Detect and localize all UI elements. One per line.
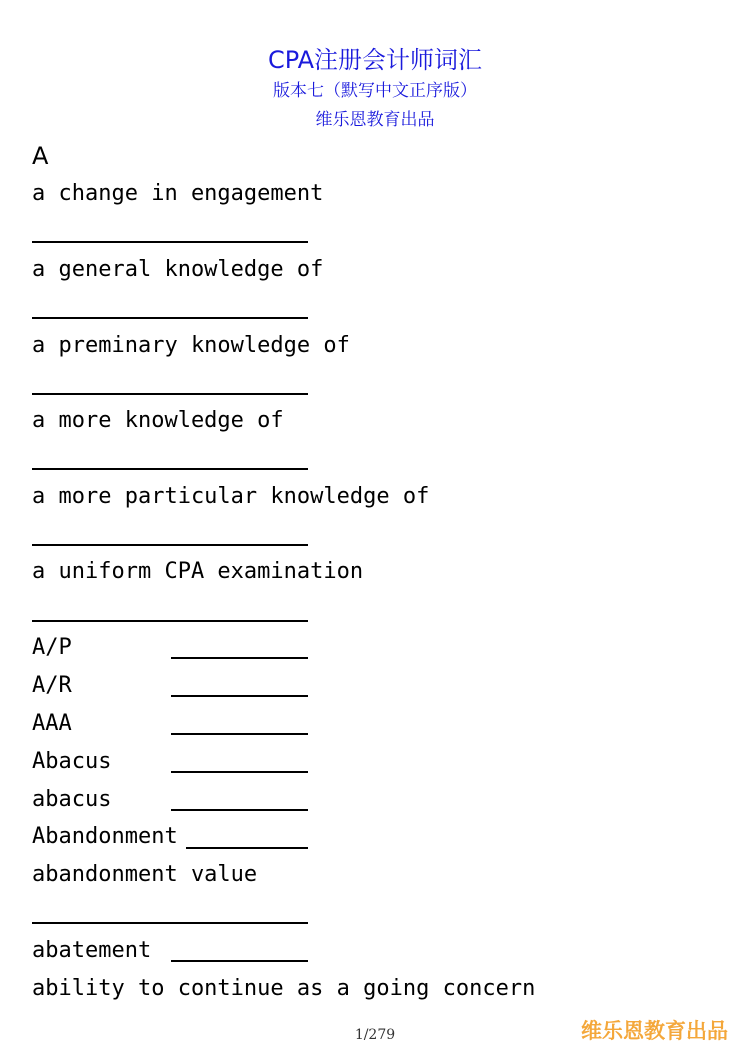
vocab-term: abacus <box>32 787 112 812</box>
answer-blank[interactable] <box>32 468 308 470</box>
document-subtitle: 版本七（默写中文正序版） <box>273 81 477 101</box>
answer-blank[interactable] <box>171 960 308 962</box>
vocab-term: Abandonment <box>32 824 178 849</box>
vocab-term: a general knowledge of <box>32 257 324 282</box>
document-publisher: 维乐恩教育出品 <box>315 110 435 130</box>
vocab-term: abandonment value <box>32 862 258 887</box>
answer-blank[interactable] <box>32 241 308 243</box>
answer-blank[interactable] <box>32 620 308 622</box>
answer-blank[interactable] <box>171 657 308 659</box>
answer-blank[interactable] <box>32 544 308 546</box>
page-number: 1/279 <box>354 1027 396 1043</box>
vocab-term: a more knowledge of <box>32 408 284 433</box>
vocab-term: abatement <box>32 938 152 963</box>
publisher-watermark: 维乐恩教育出品 <box>581 1019 728 1043</box>
answer-blank[interactable] <box>171 771 308 773</box>
answer-blank[interactable] <box>32 922 308 924</box>
answer-blank[interactable] <box>32 317 308 319</box>
answer-blank[interactable] <box>171 733 308 735</box>
answer-blank[interactable] <box>186 847 308 849</box>
vocab-term: a more particular knowledge of <box>32 484 430 509</box>
vocab-term: A/P <box>32 635 72 660</box>
vocab-term: a uniform CPA examination <box>32 559 364 584</box>
answer-blank[interactable] <box>171 809 308 811</box>
vocab-term: a preminary knowledge of <box>32 333 350 358</box>
answer-blank[interactable] <box>32 393 308 395</box>
section-letter: A <box>32 142 49 170</box>
vocab-term: Abacus <box>32 749 112 774</box>
document-title: CPA注册会计师词汇 <box>267 46 483 74</box>
vocab-term: ability to continue as a going concern <box>32 976 536 1001</box>
vocab-term: a change in engagement <box>32 181 324 206</box>
vocab-term: AAA <box>32 711 72 736</box>
vocab-term: A/R <box>32 673 72 698</box>
answer-blank[interactable] <box>171 695 308 697</box>
